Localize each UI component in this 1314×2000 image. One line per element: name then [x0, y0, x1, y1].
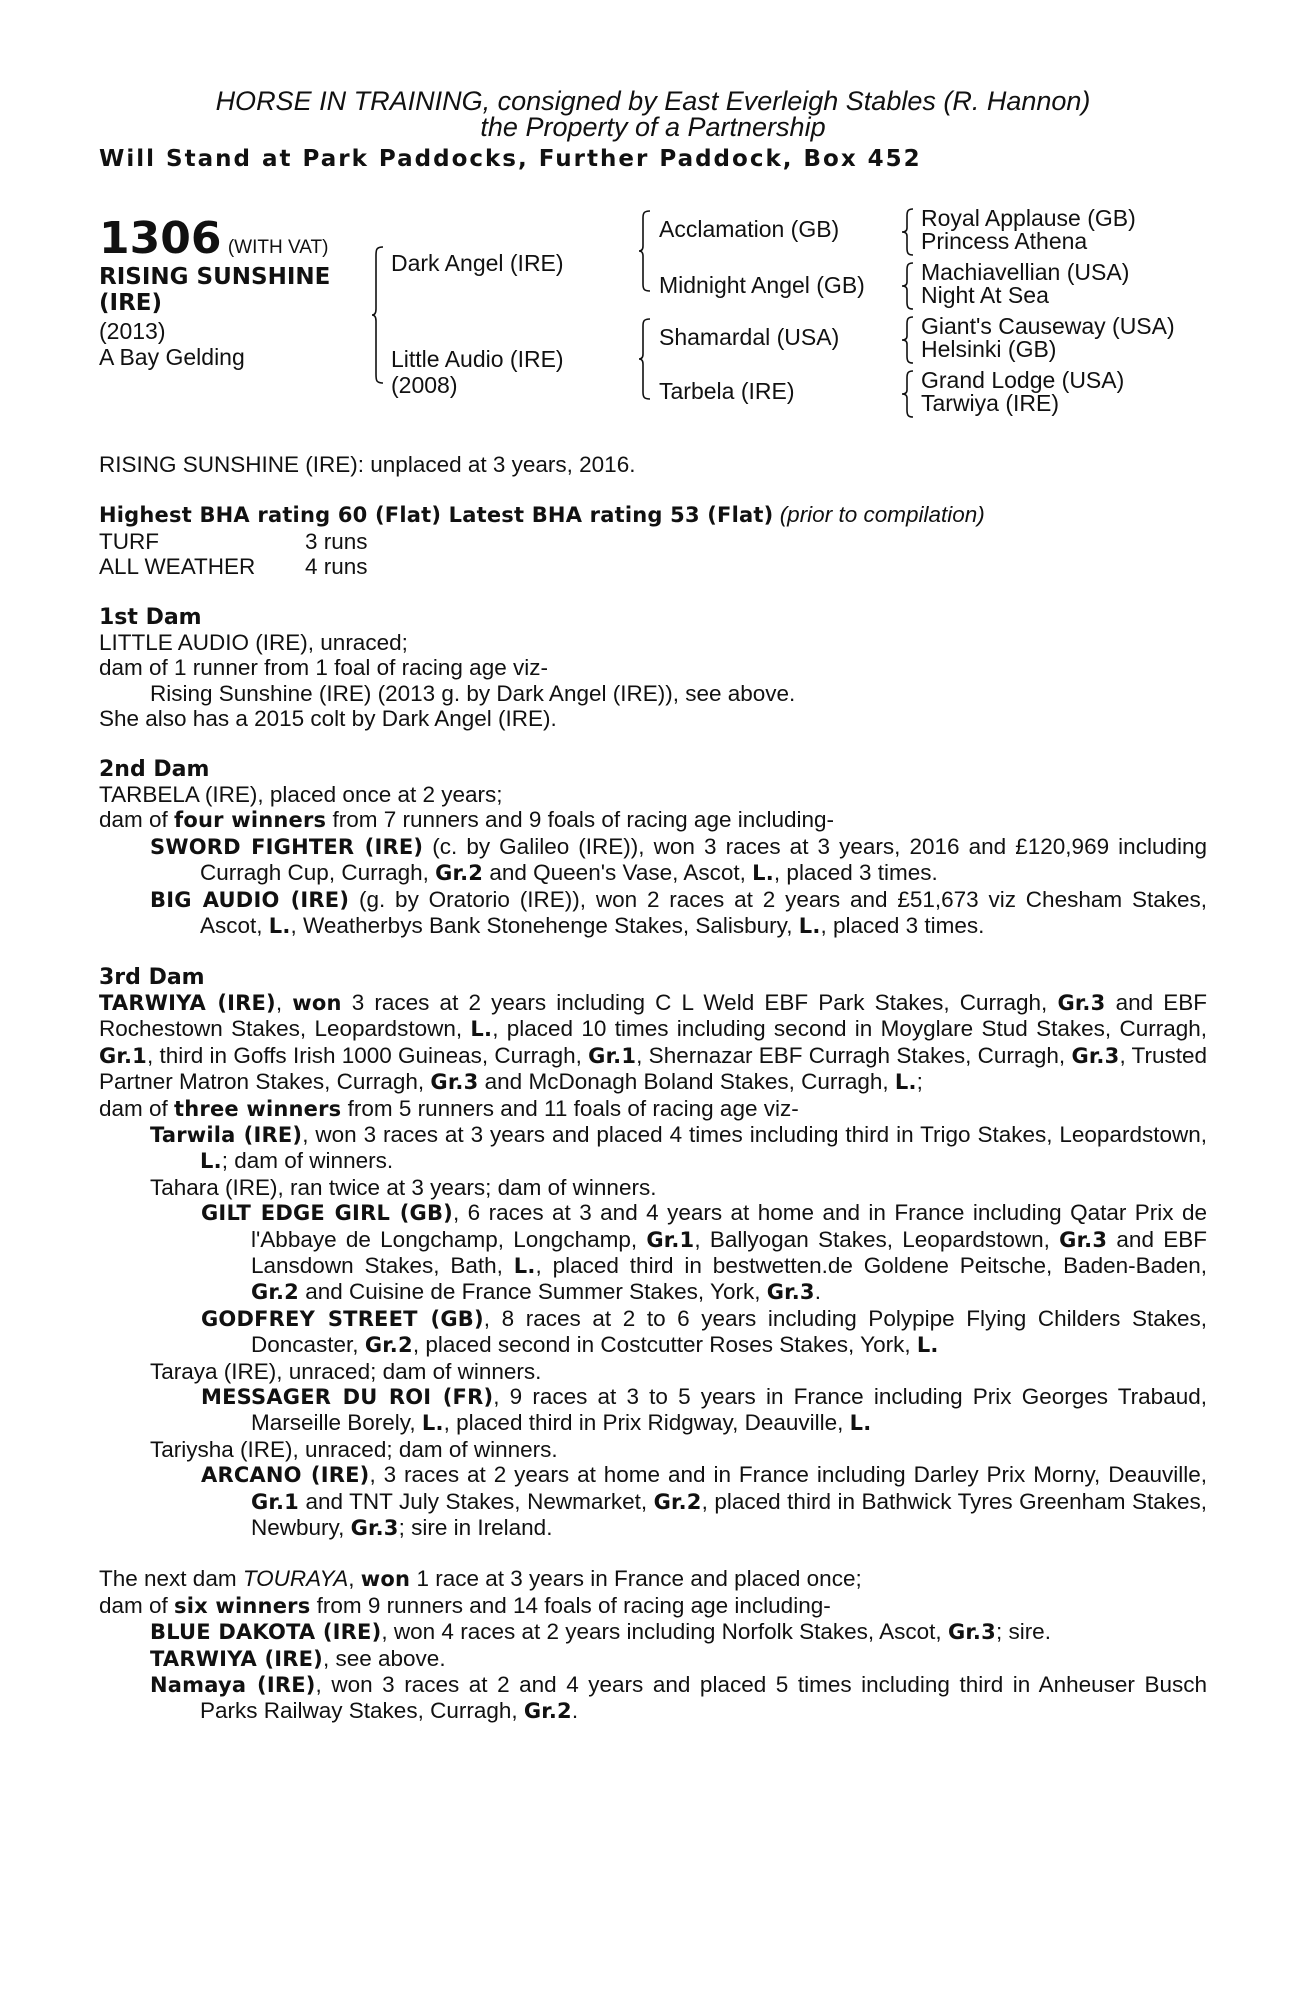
tarwiya-name: TARWIYA (IRE) [99, 990, 276, 1015]
godfrey-street-entry: GODFREY STREET (GB), 8 races at 2 to 6 years including Polypipe Flying Childers Stakes, Doncaster, Gr.2, placed second in Costcutter Roses Stakes, York, L. [201, 1305, 1207, 1358]
tarwiya-ref-entry: TARWIYA (IRE), see above. [150, 1645, 446, 1671]
blue-dakota-entry: BLUE DAKOTA (IRE), won 4 races at 2 years including Norfolk Stakes, Ascot, Gr.3; sire. [150, 1619, 1051, 1645]
all-weather-runs [99, 554, 1207, 579]
turf-label: TURF [99, 528, 159, 554]
gen3-name-6: Helsinki (GB) [921, 336, 1057, 362]
aw-label: ALL WEATHER [99, 554, 256, 580]
sire-bracket [638, 210, 652, 292]
pedigree-block [99, 206, 1207, 448]
tarwila-name: Tarwila (IRE) [150, 1122, 303, 1147]
gen3-name-8: Tarwiya (IRE) [921, 390, 1060, 416]
tarwiya-entry: TARWIYA (IRE), won 3 races at 2 years including C L Weld EBF Park Stakes, Curragh, Gr.3 and EBF Rochestown Stakes, Leopardstown, L., placed 10 times including second in Moyglare Stud Stakes, Curragh, Gr.1, third in Goffs Irish 1000 Guineas, Curragh, Gr.1, Shernazar EBF Curragh Stakes, Curragh, Gr.3, Trusted Partner Matron Stakes, Curragh, Gr.3 and McDonagh Boland Stakes, Curragh, L.; [99, 989, 1207, 1095]
namaya-entry: Namaya (IRE), won 3 races at 2 and 4 years and placed 5 times including third in Anheuser Busch Parks Railway Stakes, Curragh, Gr.2. [150, 1672, 1208, 1724]
gen3-bracket-3 [901, 316, 915, 364]
arcano-entry: ARCANO (IRE), 3 races at 2 years at home and in France including Darley Prix Morny, Deauville, Gr.1 and TNT July Stakes, Newmarket, Gr.2, placed third in Bathwick Tyres Greenham Stakes, Newbury, Gr.3; sire in Ireland. [201, 1462, 1208, 1541]
namaya-name: Namaya (IRE) [150, 1673, 316, 1698]
rating-note: (prior to compilation) [779, 502, 985, 528]
gen3-name-5: Giant's Causeway (USA) [921, 313, 1175, 339]
touraya-name: TOURAYA [242, 1566, 349, 1592]
sire-sire: Acclamation (GB) [659, 216, 840, 242]
sword-fighter-name: SWORD FIGHTER (IRE) [150, 834, 424, 859]
gen3-name-2: Princess Athena [921, 228, 1088, 254]
dam-bracket [638, 318, 652, 400]
horse-description: A Bay Gelding [99, 344, 245, 370]
tarwila-entry: Tarwila (IRE), won 3 races at 3 years and placed 4 times including third in Trigo Stakes, Leopardstown, L.; dam of winners. [150, 1121, 1207, 1174]
gilt-edge-girl-name: GILT EDGE GIRL (GB) [201, 1201, 453, 1226]
sire-dam: Midnight Angel (GB) [659, 272, 865, 298]
rating-line [99, 502, 1207, 528]
third-dam-title: 3rd Dam [99, 964, 205, 990]
next-dam-produce-line: dam of six winners from 9 runners and 14 foals of racing age including- [99, 1592, 831, 1618]
first-dam-note: She also has a 2015 colt by Dark Angel (IRE). [99, 706, 557, 732]
tahara-entry: Tahara (IRE), ran twice at 3 years; dam of winners. [150, 1174, 657, 1200]
big-audio-entry: BIG AUDIO (IRE) (g. by Oratorio (IRE)), won 2 races at 2 years and £51,673 viz Chesham Stakes, Ascot, L., Weatherbys Bank Stonehenge Stakes, Salisbury, L., placed 3 times. [150, 886, 1207, 939]
third-dam-produce-line: dam of three winners from 5 runners and 11 foals of racing age viz- [99, 1095, 799, 1121]
second-dam-title: 2nd Dam [99, 756, 210, 782]
race-summary: RISING SUNSHINE (IRE): unplaced at 3 years, 2016. [99, 452, 636, 477]
vat-label: (WITH VAT) [227, 237, 329, 258]
second-dam-line: TARBELA (IRE), placed once at 2 years; [99, 782, 503, 808]
lot-header [99, 86, 1207, 174]
gen3-name-3: Machiavellian (USA) [921, 259, 1130, 285]
gen3-name-7: Grand Lodge (USA) [921, 367, 1125, 393]
gilt-edge-girl-entry: GILT EDGE GIRL (GB), 6 races at 3 and 4 years at home and in France including Qatar Prix de l'Abbaye de Longchamp, Longchamp, Gr.1, Ballyogan Stakes, Leopardstown, Gr.3 and EBF Lansdown Stakes, Bath, L., placed third in bestwetten.de Goldene Peitsche, Baden-Baden, Gr.2 and Cuisine de France Summer Stakes, York, Gr.3. [201, 1200, 1207, 1305]
third-dam-section [99, 965, 1207, 1542]
rating-values: Highest BHA rating 60 (Flat) Latest BHA rating 53 (Flat) [99, 503, 774, 528]
lot-number: 1306 [99, 213, 222, 264]
next-dam-section [99, 1566, 1207, 1724]
gen3-name-4: Night At Sea [921, 282, 1049, 308]
tariysha-entry: Tariysha (IRE), unraced; dam of winners. [150, 1436, 558, 1462]
tarwiya-ref-name: TARWIYA (IRE) [150, 1646, 323, 1671]
second-dam-section [99, 757, 1207, 940]
rating-section [99, 502, 1207, 579]
first-dam-title: 1st Dam [99, 604, 202, 630]
turf-runs [99, 529, 1207, 554]
location-line: Will Stand at Park Paddocks, Further Paddock, Box 452 [99, 146, 922, 172]
messager-du-roi-name: MESSAGER DU ROI (FR) [201, 1385, 494, 1409]
taraya-entry: Taraya (IRE), unraced; dam of winners. [150, 1358, 542, 1384]
dam-year: (2008) [391, 372, 458, 398]
turf-value: 3 runs [305, 528, 368, 554]
dam-dam: Tarbela (IRE) [659, 378, 795, 404]
sire-name: Dark Angel (IRE) [391, 250, 564, 276]
ownership-line: the Property of a Partnership [480, 112, 826, 142]
first-dam-produce-item: Rising Sunshine (IRE) (2013 g. by Dark Angel (IRE)), see above. [150, 680, 796, 706]
gen3-name-1: Royal Applause (GB) [921, 205, 1136, 231]
foaling-year: (2013) [99, 318, 166, 344]
generation-1-bracket [371, 246, 385, 384]
next-dam-line: The next dam TOURAYA, won 1 race at 3 years in France and placed once; [99, 1566, 862, 1592]
blue-dakota-name: BLUE DAKOTA (IRE) [150, 1620, 382, 1645]
gen3-bracket-2 [901, 262, 915, 310]
messager-du-roi-entry: MESSAGER DU ROI (FR), 9 races at 3 to 5 years in France including Prix Georges Trabaud, Marseille Borely, L., placed third in Prix Ridgway, Deauville, L. [201, 1384, 1207, 1436]
godfrey-street-name: GODFREY STREET (GB) [201, 1306, 484, 1331]
aw-value: 4 runs [305, 554, 368, 580]
consignor-line: HORSE IN TRAINING, consigned by East Everleigh Stables (R. Hannon) [215, 86, 1091, 116]
first-dam-line: LITTLE AUDIO (IRE), unraced; [99, 630, 408, 656]
gen3-bracket-1 [901, 208, 915, 256]
catalogue-page [99, 86, 1207, 1725]
arcano-name: ARCANO (IRE) [201, 1463, 370, 1488]
dam-sire: Shamardal (USA) [659, 324, 840, 350]
dam-name: Little Audio (IRE) [391, 346, 564, 372]
second-dam-produce-line: dam of four winners from 7 runners and 9 foals of racing age including- [99, 807, 835, 833]
gen3-bracket-4 [901, 370, 915, 418]
lot-number-line [99, 213, 329, 271]
first-dam-section [99, 605, 1207, 732]
big-audio-name: BIG AUDIO (IRE) [150, 887, 350, 912]
sword-fighter-entry: SWORD FIGHTER (IRE) (c. by Galileo (IRE)), won 3 races at 3 years, 2016 and £120,969 including Curragh Cup, Curragh, Gr.2 and Queen's Vase, Ascot, L., placed 3 times. [150, 833, 1207, 886]
horse-name-line2: (IRE) [99, 290, 163, 316]
first-dam-produce-line: dam of 1 runner from 1 foal of racing age viz- [99, 655, 548, 681]
horse-name-line1: RISING SUNSHINE [99, 264, 331, 290]
